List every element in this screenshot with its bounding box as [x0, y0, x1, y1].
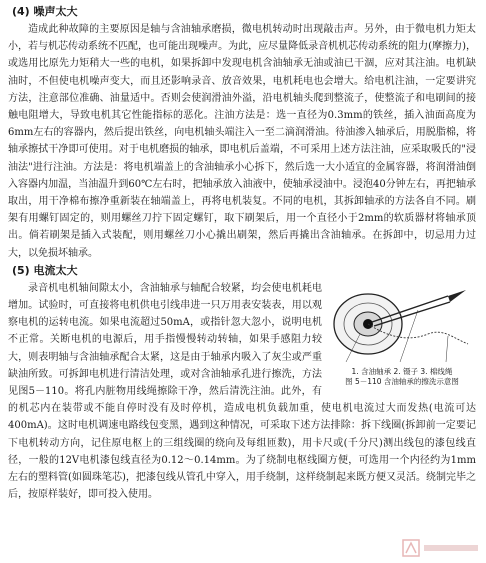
figure-labels: 1. 含油轴承 2. 镊子 3. 棉线绳: [351, 366, 453, 376]
section-4-paragraph: 造成此种故障的主要原因是轴与含油轴承磨损，微电机转动时出现敲击声。另外，由于微电机力矩太小，若与机芯传动系统不匹配，也可能出现噪声。为此，应尽量降低录音机机芯传动系统的阻力(摩擦力)，或选用比原先力矩稍大一些的电机，如果拆卸中发现电机含油轴承无油或油已干涸，应对其注油。电机缺油时，不但使电机噪声变大，而且还影响录音、放音效果，电机耗电也会增大。给电机注油，一定要讲究方法，注意部位准确、油量适中。否则会使润滑油外溢，沿电机轴头爬到整流子，使整流子和电刷间的接触电阻增大，导致电机其它性能指标的恶化。注油方法是：选一直径为0.3mm的铁丝，插入油面高度为6mm左右的容器内，然后提出铁丝，向电机轴头端注入一至二滴润滑油。待油渗入轴承后，用脱脂棉，将轴承擦拭干净即可使用。对于电机磨损的轴承，即电机后盖端，不可采用上述方法注油，应采取吸氏的"浸油法"进行注油。方法是：将电机端盖上的含油轴承小心拆下，然后选一大小适宜的金属容器，将润滑油倒入容器内加温，当油温升到60℃左右时，把轴承放入油液中，使轴承浸油中。浸泡40分钟左右，再把轴承取出，用干净棉布擦净重新装在轴端盖上，再将电机装复。不同的电机，其拆卸轴承的方法各自不同。刷架有用螺钉固定的，则用螺丝刀拧下固定螺钉，取下刷架后，用一个直径小于2mm的软质器材将轴承顶出。倘若刷架是插入式装配，则用螺丝刀小心撬出刷架，然后再撬出含油轴承。在拆卸中，切忌用力过大，以免损坏轴承。: [8, 24, 476, 259]
section-5-title: (5) 电流太大: [12, 263, 78, 277]
section-5-paragraph: 录音机电机轴间隙太小，含油轴承与轴配合较紧，均会使电机耗电增加。试验时，可直接将电机供电引线串进一只万用表安装表，用以观察电机的运转电流。如果电流超过50mA，或指针忽大忽小，说明电机不正常。关断电机的电源后，用手指慢慢转动转轴，如果手感阻力较大，则表明轴与含油轴承配合太紧，这是由于轴承内吸入了灰尘或严重缺油所致。可拆卸电机进行清洁处理，或对含油轴承孔进行擦洗，方法见图5－110。将孔内脏物用线绳擦除干净，然后清洗注油。此外，有的机芯内在装带或不能自停时没有及时停机，造成电机负载加重，使电机电流过大而发热(电流可达400mA)。这时电机调速电路线包变黑，遇到这种情况，可采取下述方法排除：拆下线圈(拆卸前一定要记下电机转动方向，记住原电枢上的三组线圈的绕向及每组匝数)，用卡尺或(千分尺)测出线包的漆包线直径，一般的12V电机漆包线直径为0.12～0.14mm。为了绕制电枢线圈方便，可选用一个内径约为1mm左右的塑料管(如圆珠笔芯)，把漆包线从管孔中穿入，用手绕制，这样绕制起来既方便又灵活。绕制完毕之后，按原样装好，即可投入使用。: [8, 282, 476, 501]
bearing-cleaning-figure: [328, 282, 476, 390]
bearing-cleaning-illustration: [328, 282, 476, 366]
section-5-body: [8, 280, 476, 504]
watermark-logo-icon: [402, 537, 480, 559]
section-4-title: (4) 噪声太大: [12, 5, 78, 18]
figure-caption: 图 5－110 含油轴承的擦洗示意图: [345, 376, 459, 386]
tweezers-handle: [448, 290, 466, 302]
